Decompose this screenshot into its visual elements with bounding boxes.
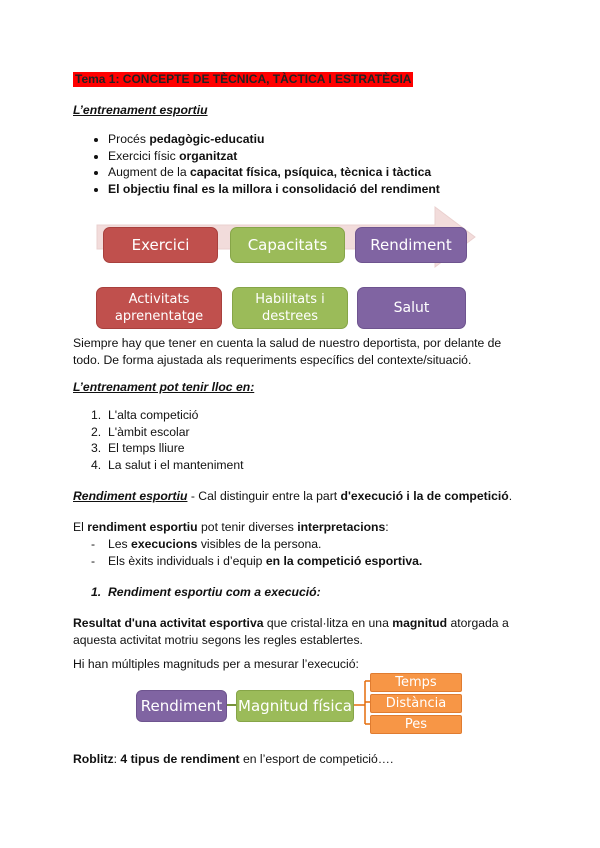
diagram2-box-distancia: Distància bbox=[370, 694, 462, 713]
list-item: - Els èxits individuals i d’equip en la competició esportiva. bbox=[91, 553, 423, 568]
paragraph-magnituds: Hi han múltiples magnituds per a mesurar l’execució: bbox=[73, 657, 359, 671]
diagram-box-capacitats: Capacitats bbox=[230, 227, 345, 263]
interpretacions-line: El rendiment esportiu pot tenir diverses interpretacions: bbox=[73, 520, 389, 534]
rendiment-definition: Rendiment esportiu - Cal distinguir entre la part d'execució i la de competició. bbox=[73, 489, 513, 503]
diagram-box-salut: Salut bbox=[357, 287, 466, 329]
numbered-list bbox=[91, 407, 491, 473]
list-item: • Exercici físic organitzat bbox=[108, 148, 571, 165]
paragraph-resultat: Resultat d'una activitat esportiva que cristal·litza en una magnitud atorgada a aquesta activitat motriu segons les regles establertes. bbox=[73, 616, 509, 647]
list-item: 1. L'alta competició bbox=[91, 408, 199, 422]
page-title: Tema 1: CONCEPTE DE TÈCNICA, TÀCTICA I ESTRATÈGIA bbox=[75, 72, 412, 86]
diagram-box-activitats: Activitats aprenentatge bbox=[96, 287, 222, 329]
list-item: • Augment de la capacitat física, psíquica, tècnica i tàctica bbox=[108, 164, 571, 181]
list-item: • Procés pedagògic-educatiu bbox=[108, 131, 571, 148]
list-item: 3. El temps lliure bbox=[91, 441, 185, 455]
diagram2-box-rendiment: Rendiment bbox=[136, 690, 227, 722]
list-item: • El objectiu final es la millora i consolidació del rendiment bbox=[108, 181, 571, 198]
list-item: 4. La salut i el manteniment bbox=[91, 457, 244, 472]
bullet-list bbox=[91, 131, 571, 197]
list-item: - Les execucions visibles de la persona. bbox=[91, 537, 322, 551]
diagram2-box-pes: Pes bbox=[370, 715, 462, 734]
section-heading-lloc: L’entrenament pot tenir lloc en: bbox=[73, 380, 255, 394]
diagram-box-habilitats: Habilitats i destrees bbox=[232, 287, 348, 329]
diagram-box-rendiment: Rendiment bbox=[355, 227, 467, 263]
subsection-heading: 1. Rendiment esportiu com a execució: bbox=[91, 585, 321, 599]
dash-list bbox=[91, 536, 422, 569]
diagram2-box-magnitud: Magnitud física bbox=[236, 690, 354, 722]
diagram-box-exercici: Exercici bbox=[103, 227, 218, 263]
paragraph-salut: Siempre hay que tener en cuenta la salud de nuestro deportista, por delante de todo. De forma ajustada als requeriments específics del contexte/situació. bbox=[73, 336, 502, 367]
diagram2-box-temps: Temps bbox=[370, 673, 462, 692]
roblitz-line: Roblitz: 4 tipus de rendiment en l’esport de competició…. bbox=[73, 752, 394, 766]
list-item: 2. L'àmbit escolar bbox=[91, 424, 190, 439]
section-heading-entrenament: L’entrenament esportiu bbox=[73, 103, 208, 117]
